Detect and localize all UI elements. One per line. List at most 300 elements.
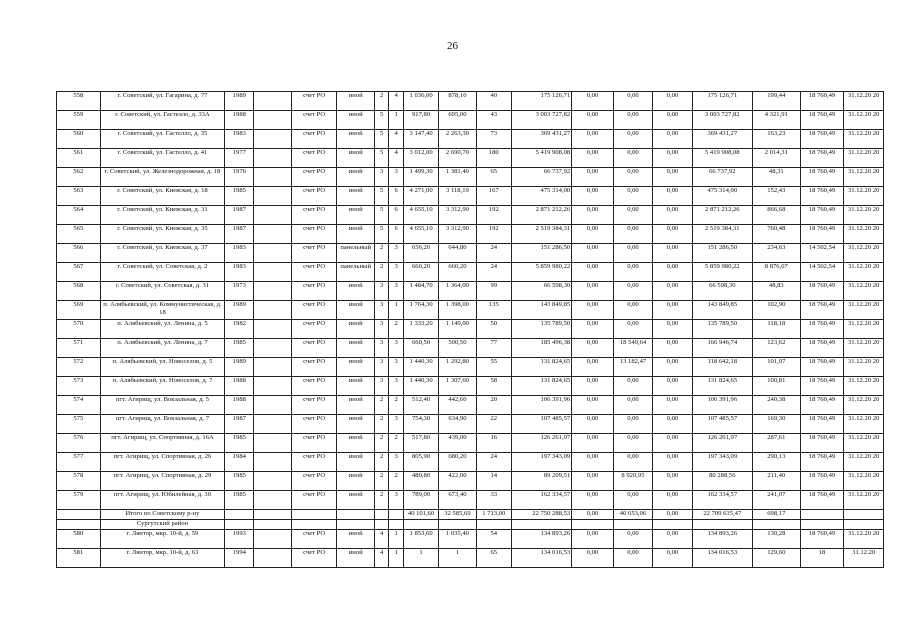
fund-regional-cell: 0,00 (613, 149, 652, 168)
blank-col-cell (254, 339, 291, 358)
fund-local-cell: 0,00 (653, 472, 692, 491)
residents-cell: 54 (476, 530, 511, 549)
max-cost-cell: 18 760,49 (800, 530, 844, 549)
cost-total-cell: 369 431,27 (511, 130, 571, 149)
wall-material-cell: иной (337, 415, 374, 434)
address-cell: пгт. Агирищ, ул. Вокзальная, д. 5 (100, 396, 225, 415)
residents-cell: 24 (476, 244, 511, 263)
fund-method-cell: счет РО (291, 92, 337, 111)
total-area-cell: 660,20 (403, 263, 438, 282)
address-cell: пгт. Агирищ, ул. Юбилейная, д. 30 (100, 491, 225, 510)
cost-total-cell: 2 871 212,26 (511, 206, 571, 225)
total-row (57, 510, 884, 520)
address-cell: г. Советский, ул. Гастелло, д. 35 (100, 130, 225, 149)
build-year-cell: 1976 (225, 168, 254, 187)
blank-col-cell (254, 168, 291, 187)
row-number-cell: 560 (57, 130, 101, 149)
entrances-cell: 3 (389, 263, 404, 282)
entrances-cell: 3 (389, 377, 404, 396)
cost-per-sqm-cell: 101,97 (752, 358, 800, 377)
max-cost-cell: 18 760,49 (800, 377, 844, 396)
row-number-cell: 576 (57, 434, 101, 453)
blank-col-cell (254, 358, 291, 377)
cost-total-cell: 475 314,00 (511, 187, 571, 206)
fund-owners-cell: 151 286,50 (692, 244, 752, 263)
fund-federal-cell: 0,00 (572, 530, 614, 549)
fund-federal-cell: 0,00 (572, 149, 614, 168)
total-area-cell: 1 440,30 (403, 358, 438, 377)
floors-cell: 2 (374, 491, 389, 510)
fund-owners-cell: 143 849,85 (692, 301, 752, 320)
max-cost-cell: 18 760,49 (800, 130, 844, 149)
cost-total-cell: 5 419 908,08 (511, 149, 571, 168)
fund-federal-cell: 0,00 (572, 206, 614, 225)
fund-method-cell: счет РО (291, 111, 337, 130)
wall-material-cell: иной (337, 149, 374, 168)
max-cost-cell: 14 502,54 (800, 263, 844, 282)
fund-method-cell: счет РО (291, 491, 337, 510)
floors-cell: 2 (374, 244, 389, 263)
fund-local-cell: 0,00 (653, 187, 692, 206)
floors-cell: 4 (374, 549, 389, 568)
deadline-cell: 31.12.20 20 (844, 282, 884, 301)
fund-owners-cell: 106 391,96 (692, 396, 752, 415)
address-cell: пгт. Агирищ, ул. Спортивная, д. 16А (100, 434, 225, 453)
cost-per-sqm-cell: 4 321,91 (752, 111, 800, 130)
cost-per-sqm-cell: 163,23 (752, 130, 800, 149)
floors-cell: 3 (374, 168, 389, 187)
build-year-cell: 1983 (225, 244, 254, 263)
cost-per-sqm-cell: 129,60 (752, 549, 800, 568)
entrances-cell: 6 (389, 206, 404, 225)
table-row (57, 168, 884, 187)
blank-col-cell (254, 282, 291, 301)
deadline-cell: 31.12.20 20 (844, 130, 884, 149)
max-cost-cell: 18 760,49 (800, 206, 844, 225)
fund-local-cell: 0,00 (653, 301, 692, 320)
fund-owners-cell: 131 824,65 (692, 377, 752, 396)
cost-total-cell: 135 789,50 (511, 320, 571, 339)
fund-local-cell: 0,00 (653, 339, 692, 358)
blank-col-cell (254, 244, 291, 263)
residents-cell: 50 (476, 320, 511, 339)
table-row (57, 130, 884, 149)
residents-cell: 180 (476, 149, 511, 168)
wall-material-cell: иной (337, 472, 374, 491)
residents-cell: 192 (476, 206, 511, 225)
floors-cell: 5 (374, 225, 389, 244)
fund-local-cell: 0,00 (653, 434, 692, 453)
build-year-cell: 1985 (225, 434, 254, 453)
row-number-cell: 570 (57, 320, 101, 339)
max-cost-cell: 18 760,49 (800, 111, 844, 130)
deadline-cell: 31.12.20 20 (844, 149, 884, 168)
max-cost-cell: 18 760,49 (800, 301, 844, 320)
fund-owners-cell: 134 893,26 (692, 530, 752, 549)
entrances-cell: 2 (389, 396, 404, 415)
fund-federal-cell: 0,00 (572, 339, 614, 358)
wall-material-cell: панельный (337, 263, 374, 282)
living-area-cell: 1 364,00 (439, 282, 476, 301)
fund-owners-cell: 166 946,74 (692, 339, 752, 358)
fund-method-cell: счет РО (291, 472, 337, 491)
fund-local-cell: 0,00 (653, 149, 692, 168)
table-row (57, 491, 884, 510)
fund-federal-cell: 0,00 (572, 168, 614, 187)
cost-per-sqm-cell: 290,13 (752, 453, 800, 472)
total-area-cell: 512,40 (403, 396, 438, 415)
residents-cell: 99 (476, 282, 511, 301)
living-area-cell: 442,60 (439, 396, 476, 415)
cost-per-sqm-cell: 234,63 (752, 244, 800, 263)
residents-cell: 24 (476, 453, 511, 472)
total-area1: 40 101,60 (403, 510, 438, 520)
floors-cell: 3 (374, 377, 389, 396)
entrances-cell: 6 (389, 225, 404, 244)
total-area-cell: 1 853,60 (403, 530, 438, 549)
row-number-cell: 561 (57, 149, 101, 168)
row-number-cell: 573 (57, 377, 101, 396)
fund-regional-cell: 18 549,64 (613, 339, 652, 358)
fund-method-cell: счет РО (291, 530, 337, 549)
address-cell: п. Алябьевский, ул. Новоселов, д. 5 (100, 358, 225, 377)
wall-material-cell: панельный (337, 244, 374, 263)
blank-col-cell (254, 206, 291, 225)
fund-federal-cell: 0,00 (572, 244, 614, 263)
total-area-cell: 917,80 (403, 111, 438, 130)
build-year-cell: 1982 (225, 320, 254, 339)
wall-material-cell: иной (337, 130, 374, 149)
build-year-cell: 1985 (225, 472, 254, 491)
table-row (57, 263, 884, 282)
max-cost-cell: 18 760,49 (800, 472, 844, 491)
table-row (57, 187, 884, 206)
wall-material-cell: иной (337, 111, 374, 130)
fund-method-cell: счет РО (291, 377, 337, 396)
floors-cell: 2 (374, 472, 389, 491)
residents-cell: 65 (476, 168, 511, 187)
floors-cell: 5 (374, 206, 389, 225)
living-area-cell: 1 149,00 (439, 320, 476, 339)
fund-local-cell: 0,00 (653, 263, 692, 282)
row-number-cell: 558 (57, 92, 101, 111)
entrances-cell: 1 (389, 111, 404, 130)
fund-local-cell: 0,00 (653, 111, 692, 130)
build-year-cell: 1987 (225, 225, 254, 244)
cost-total-cell: 134 893,26 (511, 530, 571, 549)
wall-material-cell: иной (337, 282, 374, 301)
fund-local-cell: 0,00 (653, 206, 692, 225)
floors-cell: 3 (374, 358, 389, 377)
total-area-cell: 1 764,30 (403, 301, 438, 320)
cost-total-cell: 175 126,71 (511, 92, 571, 111)
blank-col-cell (254, 530, 291, 549)
fund-method-cell: счет РО (291, 206, 337, 225)
wall-material-cell: иной (337, 358, 374, 377)
cost-per-sqm-cell: 2 014,31 (752, 149, 800, 168)
fund-owners-cell: 162 334,57 (692, 491, 752, 510)
cost-per-sqm-cell: 100,81 (752, 377, 800, 396)
deadline-cell: 31.12.20 20 (844, 244, 884, 263)
wall-material-cell: иной (337, 377, 374, 396)
blank-col-cell (254, 549, 291, 568)
total-area-cell: 4 655,10 (403, 225, 438, 244)
row-number-cell: 567 (57, 263, 101, 282)
total-area-cell: 1 036,00 (403, 92, 438, 111)
fund-local-cell: 0,00 (653, 530, 692, 549)
fund-method-cell: счет РО (291, 339, 337, 358)
wall-material-cell: иной (337, 396, 374, 415)
build-year-cell: 1988 (225, 111, 254, 130)
fund-local-cell: 0,00 (653, 453, 692, 472)
row-number-cell: 574 (57, 396, 101, 415)
floors-cell: 5 (374, 149, 389, 168)
cost-total-cell: 162 334,57 (511, 491, 571, 510)
fund-regional-cell: 0,00 (613, 377, 652, 396)
living-area-cell: 644,80 (439, 244, 476, 263)
total-area-cell: 660,50 (403, 339, 438, 358)
cost-per-sqm-cell: 866,68 (752, 206, 800, 225)
build-year-cell: 1988 (225, 377, 254, 396)
total-label: Итого по Советскому р-ну (100, 510, 225, 520)
cost-per-sqm-cell: 287,61 (752, 434, 800, 453)
total-area-cell: 517,80 (403, 434, 438, 453)
fund-regional-cell: 0,00 (613, 263, 652, 282)
max-cost-cell: 18 760,49 (800, 320, 844, 339)
row-number-cell: 569 (57, 301, 101, 320)
table-row (57, 530, 884, 549)
cost-per-sqm-cell: 130,28 (752, 530, 800, 549)
living-area-cell: 3 118,19 (439, 187, 476, 206)
living-area-cell: 673,40 (439, 491, 476, 510)
floors-cell: 2 (374, 434, 389, 453)
blank-col-cell (254, 187, 291, 206)
fund-method-cell: счет РО (291, 130, 337, 149)
row-number-cell: 565 (57, 225, 101, 244)
cost-per-sqm-cell: 211,40 (752, 472, 800, 491)
total-area-cell: 754,30 (403, 415, 438, 434)
row-number-cell: 579 (57, 491, 101, 510)
fund-federal-cell: 0,00 (572, 282, 614, 301)
fund-federal-cell: 0,00 (572, 92, 614, 111)
fund-method-cell: счет РО (291, 168, 337, 187)
entrances-cell: 1 (389, 301, 404, 320)
fund-owners-cell: 369 431,27 (692, 130, 752, 149)
fund-federal-cell: 0,00 (572, 396, 614, 415)
cost-per-sqm-cell: 123,62 (752, 339, 800, 358)
page-number: 26 (447, 40, 458, 52)
fund-regional-cell: 0,00 (613, 130, 652, 149)
fund-owners-cell: 5 859 980,22 (692, 263, 752, 282)
cost-total-cell: 106 391,96 (511, 396, 571, 415)
cost-total-cell: 131 824,65 (511, 377, 571, 396)
cost-total-cell: 89 209,51 (511, 472, 571, 491)
residents-cell: 22 (476, 415, 511, 434)
wall-material-cell: иной (337, 491, 374, 510)
build-year-cell: 1985 (225, 187, 254, 206)
fund-owners-cell: 197 343,09 (692, 453, 752, 472)
total-v3: 0,00 (653, 510, 692, 520)
floors-cell: 5 (374, 111, 389, 130)
fund-regional-cell: 0,00 (613, 549, 652, 568)
cost-total-cell: 134 016,53 (511, 549, 571, 568)
address-cell: г. Советский, ул. Киевская, д. 18 (100, 187, 225, 206)
deadline-cell: 31.12.20 20 (844, 206, 884, 225)
fund-owners-cell: 107 485,57 (692, 415, 752, 434)
residents-cell: 40 (476, 92, 511, 111)
fund-federal-cell: 0,00 (572, 472, 614, 491)
address-cell: г. Советский, ул. Гагарина, д. 77 (100, 92, 225, 111)
fund-local-cell: 0,00 (653, 549, 692, 568)
fund-regional-cell: 0,00 (613, 415, 652, 434)
fund-federal-cell: 0,00 (572, 320, 614, 339)
living-area-cell: 500,50 (439, 339, 476, 358)
fund-owners-cell: 3 003 727,82 (692, 111, 752, 130)
table-row (57, 225, 884, 244)
fund-regional-cell: 0,00 (613, 453, 652, 472)
wall-material-cell: иной (337, 168, 374, 187)
fund-method-cell: счет РО (291, 244, 337, 263)
table-row (57, 549, 884, 568)
deadline-cell: 31.12.20 20 (844, 339, 884, 358)
entrances-cell: 3 (389, 415, 404, 434)
deadline-cell: 31.12.20 20 (844, 187, 884, 206)
deadline-cell: 31.12.20 20 (844, 168, 884, 187)
total-residents: 1 713,00 (476, 510, 511, 520)
table-row (57, 282, 884, 301)
living-area-cell: 2 263,30 (439, 130, 476, 149)
residents-cell: 167 (476, 187, 511, 206)
living-area-cell: 878,10 (439, 92, 476, 111)
max-cost-cell: 18 760,49 (800, 396, 844, 415)
residents-cell: 135 (476, 301, 511, 320)
blank-col-cell (254, 149, 291, 168)
cost-per-sqm-cell: 241,07 (752, 491, 800, 510)
fund-regional-cell: 0,00 (613, 396, 652, 415)
fund-local-cell: 0,00 (653, 320, 692, 339)
fund-federal-cell: 0,00 (572, 225, 614, 244)
fund-local-cell: 0,00 (653, 358, 692, 377)
row-number-cell: 577 (57, 453, 101, 472)
residents-cell: 43 (476, 111, 511, 130)
blank-col-cell (254, 320, 291, 339)
fund-owners-cell: 2 519 384,31 (692, 225, 752, 244)
blank-col-cell (254, 377, 291, 396)
fund-local-cell: 0,00 (653, 130, 692, 149)
fund-local-cell: 0,00 (653, 225, 692, 244)
blank-col-cell (254, 415, 291, 434)
wall-material-cell: иной (337, 320, 374, 339)
floors-cell: 4 (374, 530, 389, 549)
deadline-cell: 31.12.20 20 (844, 320, 884, 339)
living-area-cell: 1 035,40 (439, 530, 476, 549)
build-year-cell: 1977 (225, 149, 254, 168)
district-row (57, 520, 884, 530)
fund-method-cell: счет РО (291, 358, 337, 377)
wall-material-cell: иной (337, 92, 374, 111)
entrances-cell: 2 (389, 434, 404, 453)
living-area-cell: 422,00 (439, 472, 476, 491)
total-area-cell: 1 440,30 (403, 377, 438, 396)
address-cell: г. Советский, ул. Советская, д. 31 (100, 282, 225, 301)
residents-cell: 58 (476, 377, 511, 396)
residents-cell: 77 (476, 339, 511, 358)
residents-cell: 20 (476, 396, 511, 415)
fund-federal-cell: 0,00 (572, 549, 614, 568)
deadline-cell: 31.12.20 20 (844, 111, 884, 130)
floors-cell: 2 (374, 396, 389, 415)
cost-total-cell: 66 598,30 (511, 282, 571, 301)
row-number-cell: 575 (57, 415, 101, 434)
entrances-cell: 2 (389, 320, 404, 339)
blank-col-cell (254, 130, 291, 149)
blank-col-cell (254, 301, 291, 320)
max-cost-cell: 18 760,49 (800, 187, 844, 206)
cost-total-cell: 107 485,57 (511, 415, 571, 434)
cost-per-sqm-cell: 169,30 (752, 415, 800, 434)
deadline-cell: 31.12.20 20 (844, 92, 884, 111)
wall-material-cell: иной (337, 530, 374, 549)
fund-method-cell: счет РО (291, 320, 337, 339)
total-v2: 40 653,06 (613, 510, 652, 520)
floors-cell: 2 (374, 453, 389, 472)
max-cost-cell: 18 760,49 (800, 339, 844, 358)
cost-total-cell: 126 261,97 (511, 434, 571, 453)
fund-regional-cell: 0,00 (613, 491, 652, 510)
living-area-cell: 1 381,40 (439, 168, 476, 187)
row-number-cell: 563 (57, 187, 101, 206)
row-number-cell: 566 (57, 244, 101, 263)
deadline-cell: 31.12.20 20 (844, 472, 884, 491)
entrances-cell: 3 (389, 244, 404, 263)
fund-method-cell: счет РО (291, 453, 337, 472)
fund-local-cell: 0,00 (653, 282, 692, 301)
fund-regional-cell: 13 182,47 (613, 358, 652, 377)
row-number-cell: 568 (57, 282, 101, 301)
wall-material-cell: иной (337, 339, 374, 358)
row-number-cell: 564 (57, 206, 101, 225)
floors-cell: 3 (374, 320, 389, 339)
living-area-cell: 1 307,60 (439, 377, 476, 396)
residents-cell: 24 (476, 263, 511, 282)
address-cell: пгт. Агирищ, ул. Спортивная, д. 29 (100, 472, 225, 491)
floors-cell: 3 (374, 339, 389, 358)
deadline-cell: 31.12.20 20 (844, 453, 884, 472)
fund-regional-cell: 0,00 (613, 111, 652, 130)
address-cell: г. Лянтор, мкр. 10-й, д. 59 (100, 530, 225, 549)
deadline-cell: 31.12.20 20 (844, 396, 884, 415)
build-year-cell: 1987 (225, 206, 254, 225)
cost-total-cell: 131 824,65 (511, 358, 571, 377)
row-number-cell: 578 (57, 472, 101, 491)
entrances-cell: 1 (389, 549, 404, 568)
fund-method-cell: счет РО (291, 187, 337, 206)
living-area-cell: 3 312,90 (439, 225, 476, 244)
fund-regional-cell: 0,00 (613, 225, 652, 244)
entrances-cell: 4 (389, 130, 404, 149)
fund-regional-cell: 0,00 (613, 92, 652, 111)
wall-material-cell: иной (337, 301, 374, 320)
fund-federal-cell: 0,00 (572, 377, 614, 396)
fund-owners-cell: 134 016,53 (692, 549, 752, 568)
floors-cell: 5 (374, 130, 389, 149)
deadline-cell: 31.12.20 20 (844, 263, 884, 282)
table-row (57, 396, 884, 415)
total-cost: 22 750 288,53 (511, 510, 571, 520)
residents-cell: 55 (476, 358, 511, 377)
fund-owners-cell: 126 261,97 (692, 434, 752, 453)
build-year-cell: 1988 (225, 396, 254, 415)
